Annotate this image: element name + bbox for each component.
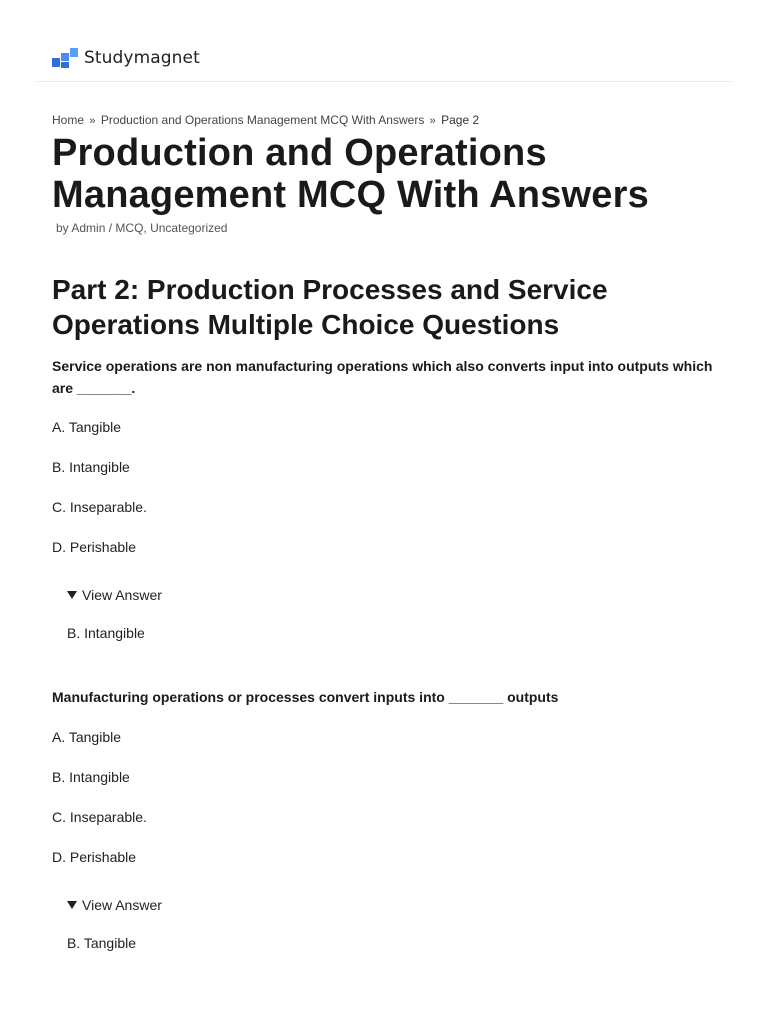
breadcrumb-parent-link[interactable]: Production and Operations Management MCQ With Answers	[100, 113, 425, 127]
meta-by: by	[56, 221, 69, 235]
revealed-answer: B. Intangible	[67, 625, 145, 641]
breadcrumb-current: Page 2	[441, 113, 480, 127]
view-answer-label: View Answer	[82, 897, 162, 913]
answer-option: C. Inseparable.	[52, 809, 147, 825]
breadcrumb-separator: »	[89, 115, 96, 127]
breadcrumb	[52, 112, 722, 129]
section-heading	[52, 272, 722, 342]
view-answer-toggle[interactable]	[67, 587, 722, 603]
page-title	[52, 132, 722, 216]
section-heading-line-1: Part 2: Production Processes and Service	[52, 274, 608, 305]
brand-name[interactable]: Studymagnet	[84, 48, 200, 68]
site-logo[interactable]	[52, 48, 200, 68]
question-text: Service operations are non manufacturing operations which also converts input into outputs which are _______.	[52, 358, 713, 396]
article-content	[52, 112, 722, 951]
answer-option: D. Perishable	[52, 849, 137, 865]
page-title-line-1: Production and Operations	[52, 132, 547, 174]
header-divider	[36, 81, 732, 82]
triangle-down-icon	[67, 591, 77, 599]
meta-comma: ,	[143, 221, 147, 235]
triangle-down-icon	[67, 901, 77, 909]
revealed-answer: B. Tangible	[67, 935, 137, 951]
question-text: Manufacturing operations or processes convert inputs into _______ outputs	[52, 689, 559, 705]
section-heading-line-2: Operations Multiple Choice Questions	[52, 309, 560, 340]
page-title-line-2: Management MCQ With Answers	[52, 174, 649, 216]
breadcrumb-separator: »	[429, 115, 436, 127]
category-link-mcq[interactable]: MCQ	[115, 221, 144, 235]
meta-slash: /	[108, 221, 113, 235]
answer-option: B. Intangible	[52, 769, 130, 785]
category-link-uncategorized[interactable]: Uncategorized	[150, 221, 228, 235]
view-answer-label: View Answer	[82, 587, 162, 603]
post-meta	[56, 221, 722, 235]
answer-option: B. Intangible	[52, 459, 130, 475]
answer-option: D. Perishable	[52, 539, 137, 555]
logo-squares-icon	[52, 48, 78, 68]
breadcrumb-home-link[interactable]: Home	[52, 113, 85, 127]
author-link[interactable]: Admin	[71, 221, 106, 235]
site-header	[0, 0, 768, 82]
answer-option: A. Tangible	[52, 419, 122, 435]
answer-option: C. Inseparable.	[52, 499, 147, 515]
view-answer-toggle[interactable]	[67, 897, 722, 913]
answer-option: A. Tangible	[52, 729, 122, 745]
